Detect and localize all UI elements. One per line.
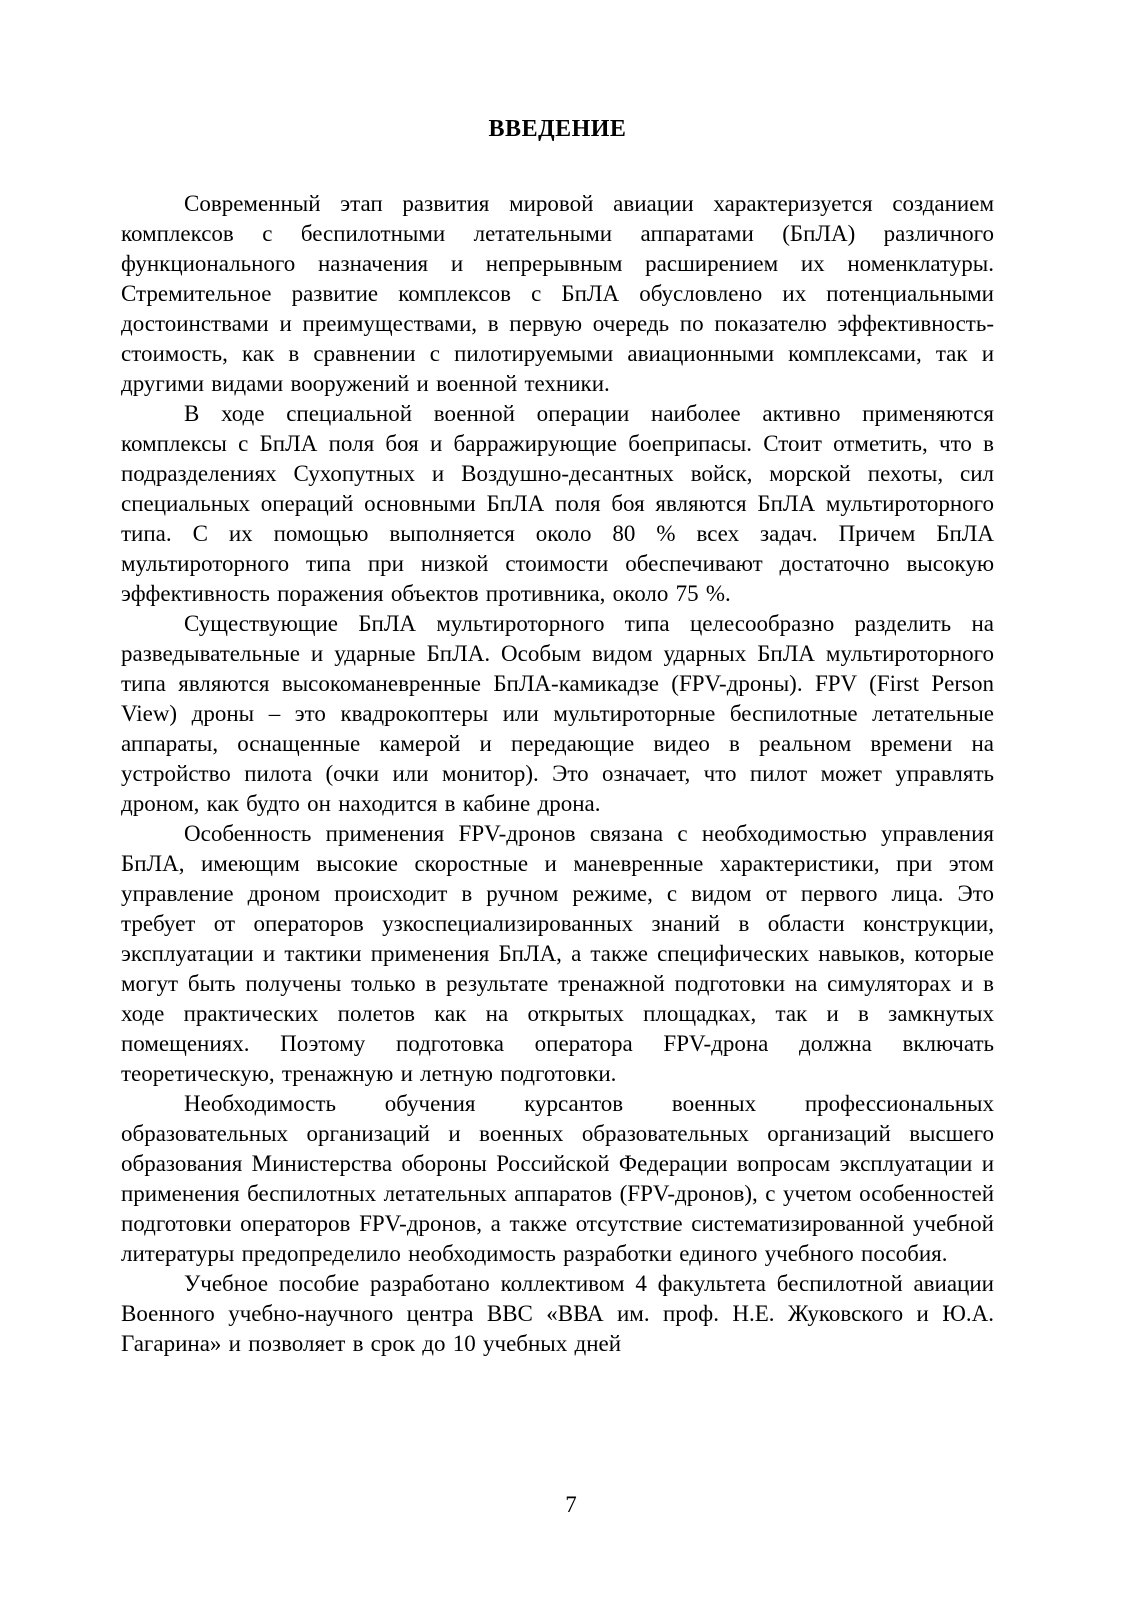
paragraph: Современный этап развития мировой авиации характеризуется созданием комплексов с беспилотными летательными аппаратами (БпЛА) различного функционального назначения и непрерывным расширением их номенклатуры. Стремительное развитие комплексов с БпЛА обусловлено их потенциальными достоинствами и преимуществами, в первую очередь по показателю эффективность-стоимость, как в сравнении с пилотируемыми авиационными комплексами, так и другими видами вооружений и военной техники.: [121, 191, 994, 396]
paragraph: Необходимость обучения курсантов военных профессиональных образовательных организаций и военных образовательных организаций высшего образования Министерства обороны Российской Федерации вопросам эксплуатации и применения беспилотных летательных аппаратов (FPV-дронов), с учетом особенностей подготовки операторов FPV-дронов, а также отсутствие систематизированной учебной литературы предопределило необходимость разработки единого учебного пособия.: [121, 1091, 994, 1266]
paragraph: Существующие БпЛА мультироторного типа целесообразно разделить на разведывательные и ударные БпЛА. Особым видом ударных БпЛА мультироторного типа являются высокоманевренные БпЛА-камикадзе (FPV-дроны). FPV (First Person View) дроны – это квадрокоптеры или мультироторные беспилотные летательные аппараты, оснащенные камерой и передающие видео в реальном времени на устройство пилота (очки или монитор). Это означает, что пилот может управлять дроном, как будто он находится в кабине дрона.: [121, 611, 994, 816]
document-body: [121, 189, 994, 1359]
paragraph: Особенность применения FPV-дронов связана с необходимостью управления БпЛА, имеющим высокие скоростные и маневренные характеристики, при этом управление дроном происходит в ручном режиме, с видом от первого лица. Это требует от операторов узкоспециализированных знаний в области конструкции, эксплуатации и тактики применения БпЛА, а также специфических навыков, которые могут быть получены только в результате тренажной подготовки на симуляторах и в ходе практических полетов как на открытых площадках, так и в замкнутых помещениях. Поэтому подготовка оператора FPV-дрона должна включать теоретическую, тренажную и летную подготовки.: [121, 821, 994, 1086]
paragraph: В ходе специальной военной операции наиболее активно применяются комплексы с БпЛА поля боя и барражирующие боеприпасы. Стоит отметить, что в подразделениях Сухопутных и Воздушно-десантных войск, морской пехоты, сил специальных операций основными БпЛА поля боя являются БпЛА мультироторного типа. С их помощью выполняется около 80 % всех задач. Причем БпЛА мультироторного типа при низкой стоимости обеспечивают достаточно высокую эффективность поражения объектов противника, около 75 %.: [121, 401, 994, 606]
page-number: 7: [565, 1492, 577, 1517]
page-title: ВВЕДЕНИЕ: [488, 116, 627, 142]
paragraph: Учебное пособие разработано коллективом 4 факультета беспилотной авиации Военного учебно-научного центра ВВС «ВВА им. проф. Н.Е. Жуковского и Ю.А. Гагарина» и позволяет в срок до 10 учебных дней: [121, 1271, 994, 1356]
